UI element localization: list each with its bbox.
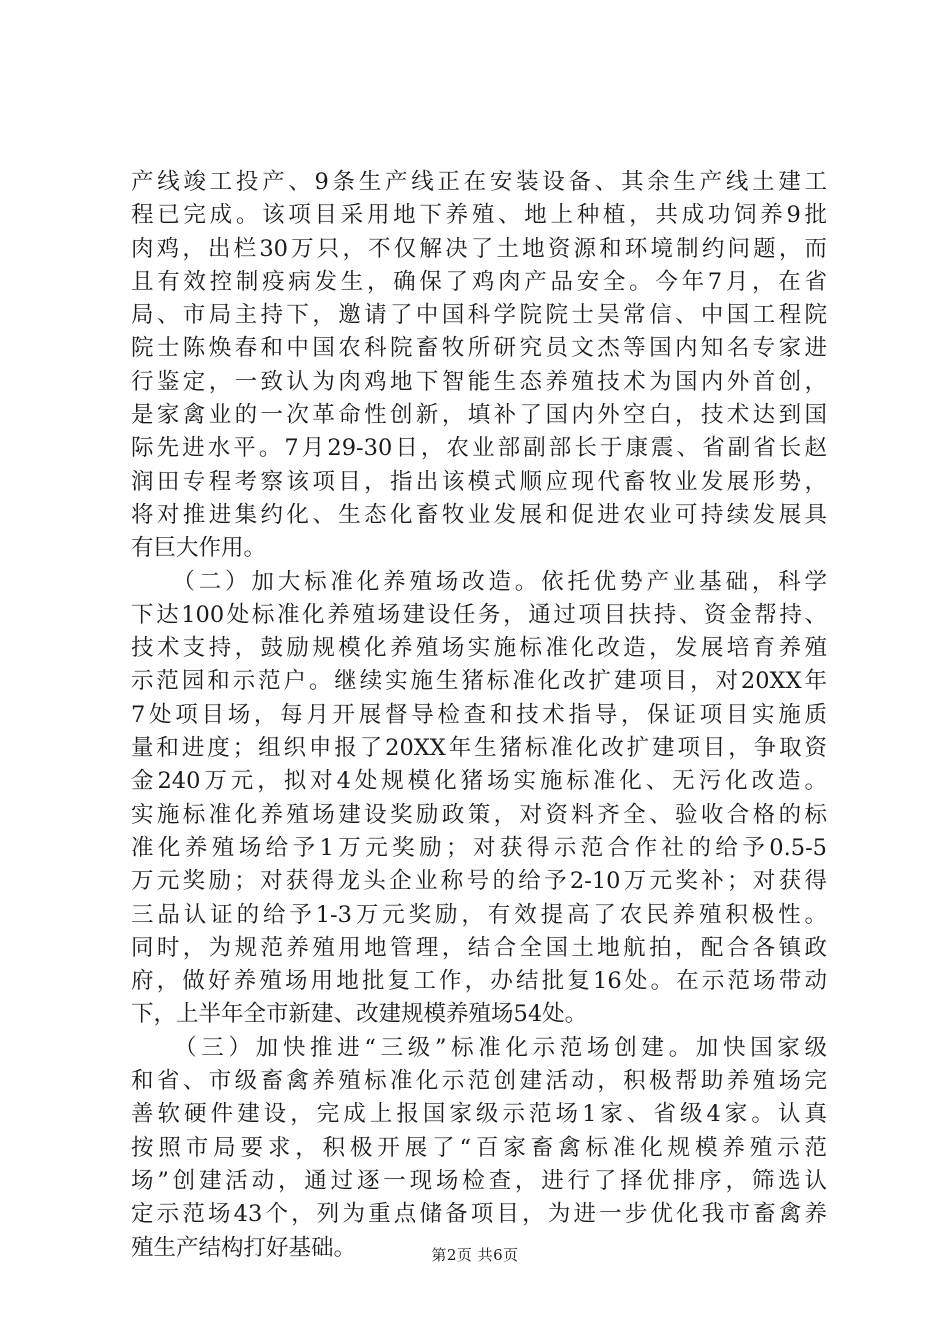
text-line: 际先进水平。7月29-30日，农业部副部长于康震、省副省长赵 xyxy=(131,435,827,462)
text-line: 殖生产结构打好基础。 xyxy=(131,1234,357,1261)
text-line: 院士陈焕春和中国农科院畜牧所研究员文杰等国内知名专家进 xyxy=(131,335,827,362)
text-line: 产线竣工投产、9条生产线正在安装设备、其余生产线土建工 xyxy=(131,169,827,195)
text-line: （三）加快推进“三级”标准化示范场创建。加快国家级 xyxy=(131,1034,827,1061)
text-line: 是家禽业的一次革命性创新，填补了国内外空白，技术达到国 xyxy=(131,402,827,429)
text-line: 同时，为规范养殖用地管理，结合全国土地航拍，配合各镇政 xyxy=(131,934,827,961)
text-line: 肉鸡，出栏30万只，不仅解决了土地资源和环境制约问题，而 xyxy=(131,235,827,262)
text-line: 有巨大作用。 xyxy=(131,535,267,562)
text-line: 万元奖励；对获得龙头企业称号的给予2-10万元奖补；对获得 xyxy=(131,868,827,895)
text-line: 程已完成。该项目采用地下养殖、地上种植，共成功饲养9批 xyxy=(131,202,827,229)
text-line: 府，做好养殖场用地批复工作，办结批复16处。在示范场带动 xyxy=(131,968,827,995)
text-line: 善软硬件建设，完成上报国家级示范场1家、省级4家。认真 xyxy=(131,1101,827,1128)
text-line: 且有效控制疫病发生，确保了鸡肉产品安全。今年7月，在省 xyxy=(131,268,827,295)
text-line: 量和进度；组织申报了20XX年生猪标准化改扩建项目，争取资 xyxy=(131,735,827,762)
text-line: 三品认证的给予1-3万元奖励，有效提高了农民养殖积极性。 xyxy=(131,901,827,928)
text-line: 7处项目场，每月开展督导检查和技术指导，保证项目实施质 xyxy=(131,701,827,728)
text-line: 下，上半年全市新建、改建规模养殖场54处。 xyxy=(131,1001,588,1028)
text-line: 润田专程考察该项目，指出该模式顺应现代畜牧业发展形势， xyxy=(131,468,827,495)
body-text xyxy=(131,166,827,1265)
text-line: 将对推进集约化、生态化畜牧业发展和促进农业可持续发展具 xyxy=(131,501,827,528)
page-footer: 第2页 共6页 xyxy=(431,1246,519,1264)
text-line: 行鉴定，一致认为肉鸡地下智能生态养殖技术为国内外首创， xyxy=(131,368,827,395)
text-line: 和省、市级畜禽养殖标准化示范创建活动，积极帮助养殖场完 xyxy=(131,1068,827,1095)
text-line: 准化养殖场给予1万元奖励；对获得示范合作社的给予0.5-5 xyxy=(131,834,827,861)
text-line: 实施标准化养殖场建设奖励政策，对资料齐全、验收合格的标 xyxy=(131,801,827,828)
text-line: 按照市局要求，积极开展了“百家畜禽标准化规模养殖示范 xyxy=(131,1134,827,1161)
text-line: 示范园和示范户。继续实施生猪标准化改扩建项目，对20XX年 xyxy=(131,668,827,695)
text-line: （二）加大标准化养殖场改造。依托优势产业基础，科学 xyxy=(131,568,827,595)
text-line: 金240万元，拟对4处规模化猪场实施标准化、无污化改造。 xyxy=(131,768,827,795)
text-line: 场”创建活动，通过逐一现场检查，进行了择优排序，筛选认 xyxy=(131,1167,827,1194)
text-line: 下达100处标准化养殖场建设任务，通过项目扶持、资金帮持、 xyxy=(131,601,827,628)
text-line: 局、市局主持下，邀请了中国科学院院士吴常信、中国工程院 xyxy=(131,302,827,329)
text-line: 定示范场43个，列为重点储备项目，为进一步优化我市畜禽养 xyxy=(131,1201,827,1228)
text-line: 技术支持，鼓励规模化养殖场实施标准化改造，发展培育养殖 xyxy=(131,635,827,662)
